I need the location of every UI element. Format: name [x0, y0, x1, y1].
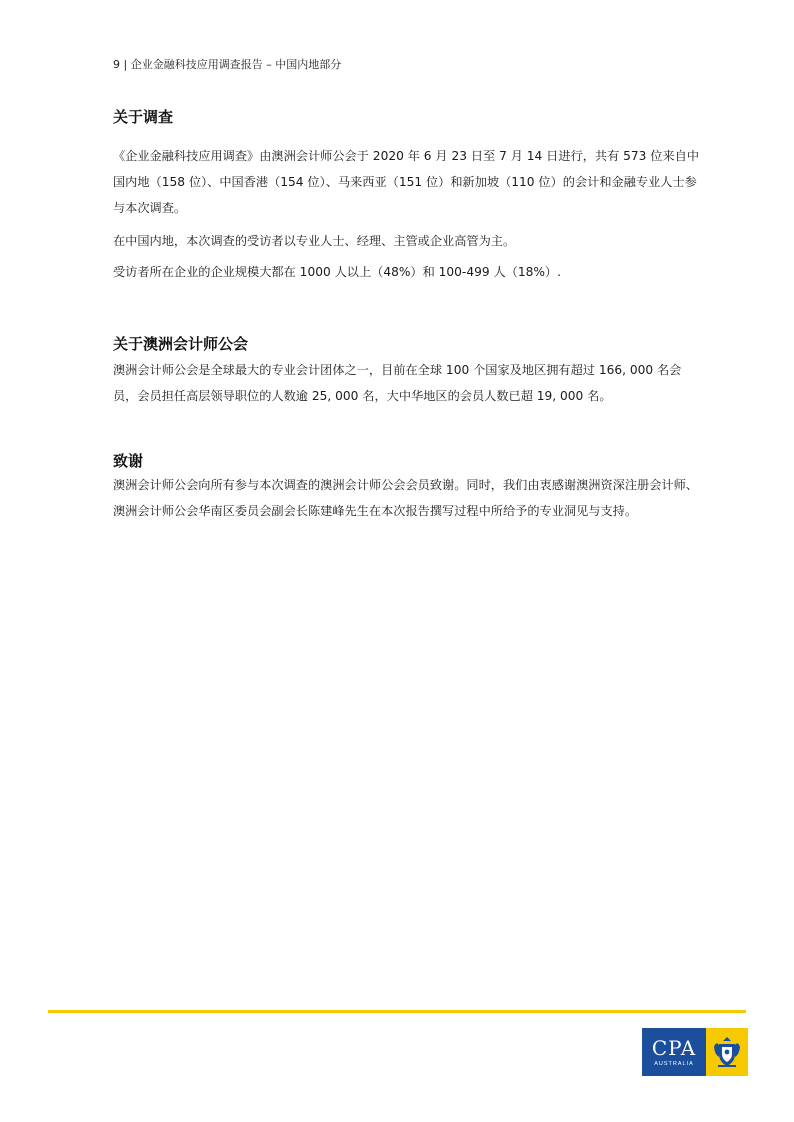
coat-of-arms-icon	[712, 1035, 742, 1069]
section-title-about-cpa: 关于澳洲会计师公会	[113, 335, 249, 353]
logo-crest-panel	[706, 1028, 748, 1076]
paragraph-survey-intro: 《企业金融科技应用调查》由澳洲会计师公会于 2020 年 6 月 23 日至 7 月 14 日进行，共有 573 位来自中国内地（158 位）、中国香港（154 位）、马来西亚（151 位）和新加坡（110 位）的会计和金融专业人士参与本次调查。	[113, 149, 700, 215]
section-title-about-survey: 关于调查	[113, 108, 174, 126]
paragraph-acknowledgements: 澳洲会计师公会向所有参与本次调查的澳洲会计师公会会员致谢。同时，我们由衷感谢澳洲资深注册会计师、澳洲会计师公会华南区委员会副会长陈建峰先生在本次报告撰写过程中所给予的专业洞见与支持。	[113, 478, 698, 518]
page-header: 9 | 企业金融科技应用调查报告 – 中国内地部分	[113, 58, 342, 71]
cpa-australia-logo	[642, 1028, 748, 1076]
footer-divider	[48, 1010, 746, 1013]
logo-main-text: CPA	[651, 1036, 697, 1060]
logo-sub-text: AUSTRALIA	[654, 1061, 694, 1067]
paragraph-cpa-intro: 澳洲会计师公会是全球最大的专业会计团体之一，目前在全球 100 个国家及地区拥有超过 166, 000 名会员，会员担任高层领导职位的人数逾 25, 000 名，大中华地区的会员人数已超 19, 000 名。	[113, 363, 682, 403]
logo-wordmark	[642, 1028, 706, 1076]
paragraph-survey-company-size: 受访者所在企业的企业规模大都在 1000 人以上（48%）和 100-499 人（18%）.	[113, 265, 561, 279]
paragraph-survey-respondents: 在中国内地，本次调查的受访者以专业人士、经理、主管或企业高管为主。	[113, 234, 516, 248]
section-title-acknowledgements: 致谢	[113, 452, 144, 470]
